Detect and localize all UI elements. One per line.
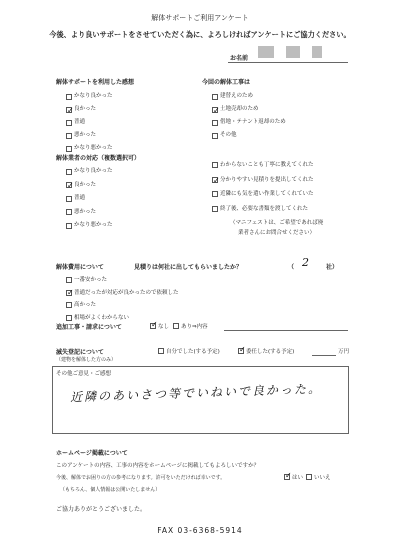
q2-title: 今回の解体工事は	[202, 79, 251, 86]
q3-option[interactable]: かなり良かった	[66, 165, 113, 179]
q3-option[interactable]: 普通	[66, 192, 113, 206]
q5-content-line	[224, 330, 348, 331]
comments-handwriting: 近隣のあいさつ等でいねいで良かった。	[69, 381, 323, 405]
hp-options	[284, 473, 331, 481]
q4-option[interactable]: ✓ 普通だったが対応が良かったので依頼した	[66, 287, 179, 300]
checkbox[interactable]	[66, 120, 72, 126]
q5-options	[150, 322, 208, 330]
checkbox[interactable]	[66, 146, 72, 152]
hp-no-label: いいえ	[314, 475, 331, 481]
checkbox[interactable]	[212, 94, 218, 100]
comments-label: その他ご意見・ご感想	[56, 371, 112, 377]
survey-subtitle: 今後、より良いサポートをさせていただく為に、よろしければアンケートにご協力ください。	[49, 30, 351, 39]
q6-option-delegate[interactable]: ✓ 委任した(する予定)	[238, 347, 294, 355]
q5-none-label: なし	[158, 324, 170, 330]
checkbox[interactable]	[173, 323, 179, 329]
hp-line2: 今後、解体でお困りの方の参考になります。許可をいただければ幸いです。	[56, 475, 226, 481]
q1-option[interactable]: かなり悪かった	[66, 142, 113, 155]
manifest-note-1: （マニフェストは、ご希望であれば廃	[230, 220, 324, 226]
q4-option[interactable]: 一番安かった	[66, 274, 179, 287]
checkbox[interactable]	[66, 94, 72, 100]
checkbox-checked[interactable]	[238, 348, 244, 354]
manifest-note-2: 業者さんにお問合せください）	[238, 230, 316, 236]
q4-options	[66, 274, 179, 324]
q2-options	[212, 90, 286, 142]
checkbox-checked[interactable]	[212, 107, 218, 113]
q3-title: 解体業者の対応（複数選択可）	[56, 155, 141, 162]
q1-option[interactable]: 普通	[66, 116, 113, 129]
q1-options	[66, 90, 113, 155]
hp-yes-label: はい	[292, 475, 304, 481]
fax-number: FAX 03-6368-5914	[157, 526, 243, 535]
survey-title: 解体サポートご利用アンケート	[151, 14, 249, 22]
checkbox[interactable]	[66, 133, 72, 139]
checkbox[interactable]	[212, 133, 218, 139]
q5-some-label: あり⇒内容	[181, 324, 208, 330]
checkbox[interactable]	[212, 120, 218, 126]
name-label: お名前	[230, 55, 249, 62]
thanks-text: ご協力ありがとうございました。	[56, 506, 147, 513]
q4-question: 見積りは何社に出してもらいましたか？	[134, 264, 243, 271]
checkbox-checked[interactable]	[212, 177, 218, 183]
checkbox[interactable]	[66, 169, 72, 175]
q6-title: 滅失登記について	[56, 349, 104, 356]
q6-amount-line	[312, 355, 336, 356]
hp-line1: このアンケートの内容、工事の内容をホームページに掲載してもよろしいですか？	[56, 463, 260, 469]
hp-title: ホームページ掲載について	[56, 450, 128, 457]
checkbox[interactable]	[66, 302, 72, 308]
q6-currency: 万円	[338, 349, 350, 355]
q3-right-option[interactable]: ✓ 分かりやすい見積りを提出してくれた	[212, 173, 314, 188]
checkbox[interactable]	[66, 223, 72, 229]
checkbox[interactable]	[306, 474, 312, 480]
checkbox-checked[interactable]	[66, 107, 72, 113]
name-underline	[228, 62, 348, 63]
name-redaction	[312, 46, 322, 58]
q4-answer: 2	[302, 256, 309, 269]
checkbox-checked[interactable]	[150, 323, 156, 329]
q3-option[interactable]: ✓ 良かった	[66, 179, 113, 193]
checkbox[interactable]	[66, 209, 72, 215]
checkbox[interactable]	[212, 191, 218, 197]
name-redaction	[286, 46, 300, 58]
q1-option[interactable]: 悪かった	[66, 129, 113, 142]
q3-right-options	[212, 158, 314, 216]
q2-option[interactable]: 建替えのため	[212, 90, 286, 103]
hp-line3: （もちろん、個人情報は公開いたしません）	[60, 487, 161, 493]
q3-option[interactable]: 悪かった	[66, 206, 113, 220]
q4-paren-close: 社）	[326, 264, 339, 271]
q4-option[interactable]: 相場がよくわからない	[66, 312, 179, 325]
checkbox-checked[interactable]	[66, 182, 72, 188]
q3-right-option[interactable]: 終了後、必要な書類を渡してくれた	[212, 202, 314, 217]
q2-option[interactable]: その他	[212, 129, 286, 142]
q3-option[interactable]: かなり悪かった	[66, 219, 113, 233]
checkbox[interactable]	[212, 162, 218, 168]
q2-option[interactable]: 借地・テナント返却のため	[212, 116, 286, 129]
checkbox-checked[interactable]	[66, 290, 72, 296]
q4-paren-open: （	[288, 264, 295, 271]
q3-options	[66, 165, 113, 233]
q6-note: （建物を解体した方のみ）	[56, 357, 117, 363]
q3-right-option[interactable]: 近隣にも気を遣い作業してくれていた	[212, 187, 314, 202]
q2-option[interactable]: ✓ 土地売却のため	[212, 103, 286, 116]
checkbox[interactable]	[66, 277, 72, 283]
checkbox[interactable]	[66, 315, 72, 321]
q4-title: 解体費用について	[56, 264, 104, 271]
checkbox-checked[interactable]	[284, 474, 290, 480]
q6-option-self[interactable]: 自分でした(する予定)	[158, 347, 220, 355]
q1-option[interactable]: かなり良かった	[66, 90, 113, 103]
q1-title: 解体サポートを利用した感想	[56, 79, 135, 86]
q5-title: 追加工事・請求について	[56, 324, 122, 331]
name-redaction	[258, 46, 274, 58]
checkbox[interactable]	[66, 196, 72, 202]
q1-option[interactable]: ✓ 良かった	[66, 103, 113, 116]
checkbox[interactable]	[212, 206, 218, 212]
checkbox[interactable]	[158, 348, 164, 354]
q4-option[interactable]: 高かった	[66, 299, 179, 312]
q3-right-option[interactable]: わからないことも丁寧に教えてくれた	[212, 158, 314, 173]
